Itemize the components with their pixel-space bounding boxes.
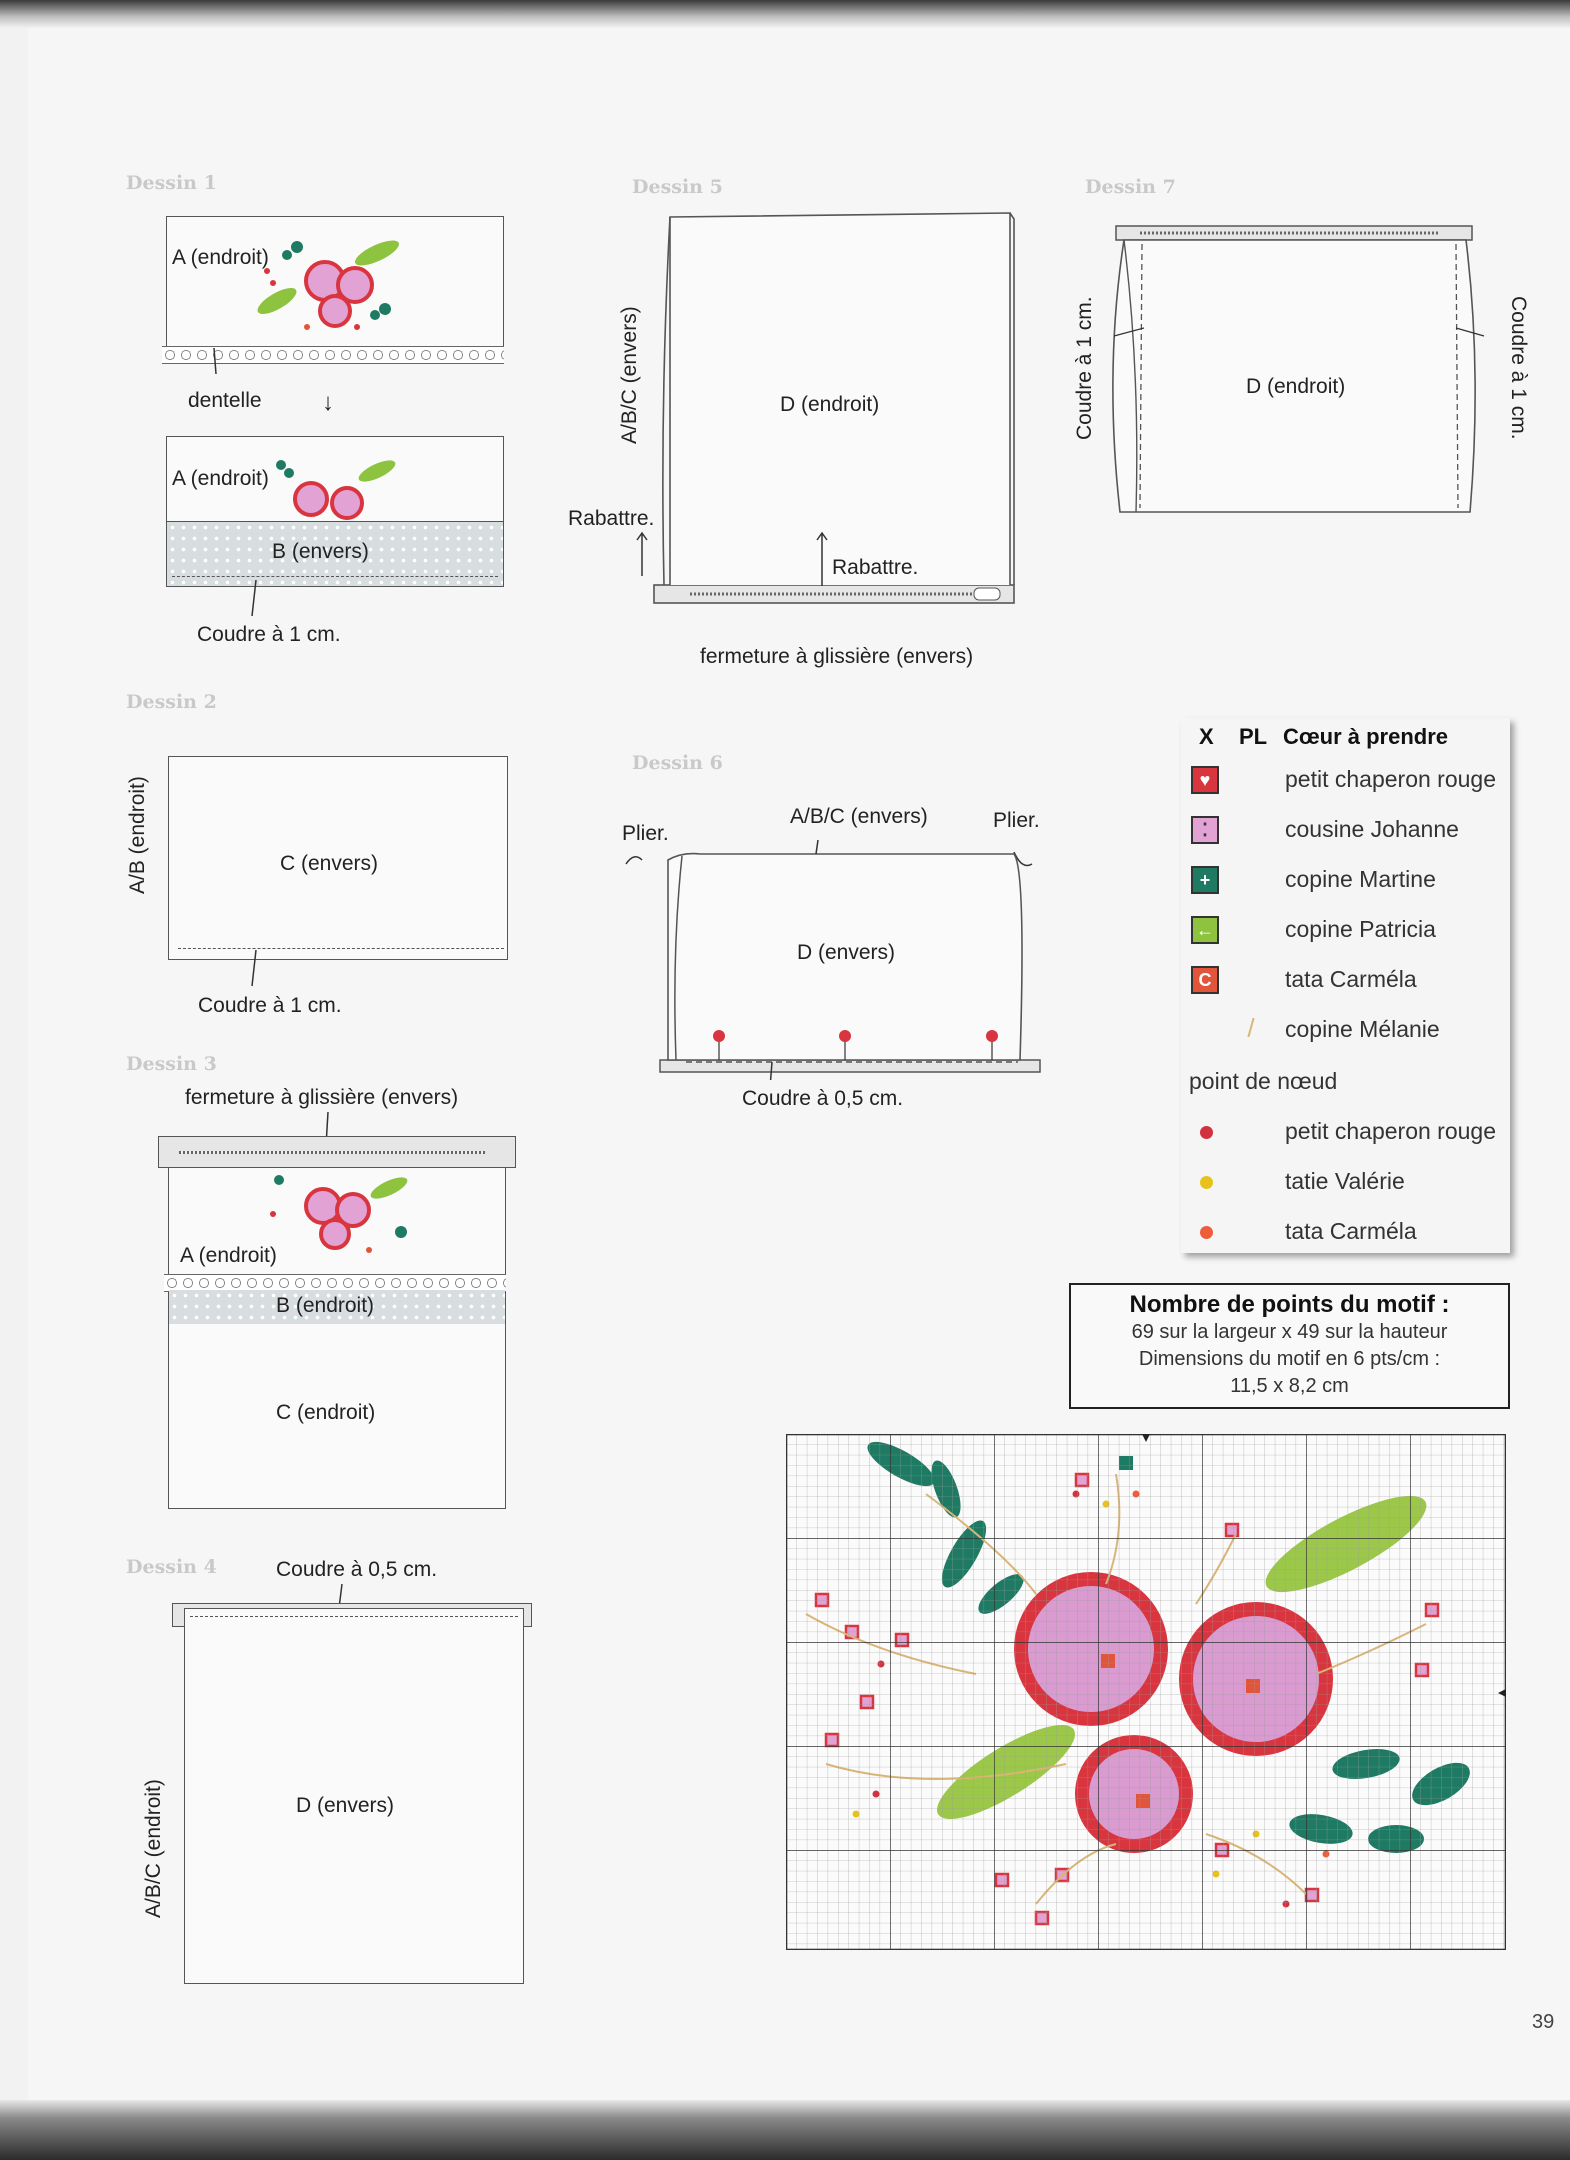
- dessin-7-d-label: D (endroit): [1246, 375, 1346, 398]
- points-info-box: [1069, 1283, 1510, 1409]
- dessin-5-title: Dessin 5: [632, 176, 723, 198]
- dessin-3-a-label: A (endroit): [180, 1244, 277, 1267]
- dessin-5-fermeture-label: fermeture à glissière (envers): [700, 645, 974, 668]
- dessin-5-arrow-up-icon-2: [812, 530, 832, 590]
- page-number: 39: [1532, 2011, 1555, 2033]
- dessin-1-arrow-down-icon: ↓: [322, 389, 334, 416]
- dessin-7-coudre-right: Coudre à 1 cm.: [1507, 296, 1530, 440]
- dessin-5-rabattre-right: Rabattre.: [832, 556, 919, 579]
- dessin-2-leader: [246, 950, 266, 990]
- dessin-5-rabattre-left: Rabattre.: [568, 507, 655, 530]
- legend-knot-name: tatie Valérie: [1285, 1168, 1405, 1194]
- dessin-1-coudre-label: Coudre à 1 cm.: [197, 623, 341, 646]
- dessin-2-coudre-label: Coudre à 1 cm.: [198, 994, 342, 1017]
- dessin-5-arrow-up-icon: [632, 530, 652, 580]
- legend-row: [1181, 760, 1510, 800]
- legend-knot-row: [1181, 1112, 1510, 1152]
- dessin-5-d-label: D (endroit): [780, 393, 880, 416]
- legend-row: [1181, 1010, 1510, 1050]
- legend-knot-row: [1181, 1212, 1510, 1252]
- knot-dot-icon: [1200, 1226, 1213, 1239]
- scan-edge-bottom: [0, 2100, 1570, 2160]
- heart-icon: ♥: [1191, 766, 1219, 794]
- dessin-4-abc-label: A/B/C (endroit): [142, 1779, 165, 1918]
- dots-icon: ⁚: [1191, 816, 1219, 844]
- scan-edge-top: [0, 0, 1570, 28]
- dessin-1-a-label: A (endroit): [172, 246, 269, 269]
- flower-motif-icon: [259, 1170, 419, 1262]
- dessin-1-panel-top: [166, 216, 504, 348]
- dessin-3-panel: [168, 1168, 506, 1509]
- dessin-3-c-label: C (endroit): [276, 1401, 376, 1424]
- dessin-1-seam: [172, 576, 498, 577]
- dessin-1-dentelle-label: dentelle: [188, 389, 262, 412]
- dessin-7-coudre-left: Coudre à 1 cm.: [1073, 296, 1096, 440]
- legend-name: petit chaperon rouge: [1285, 766, 1496, 792]
- legend-name: tata Carméla: [1285, 966, 1417, 992]
- dessin-6-plier-left: Plier.: [622, 822, 669, 845]
- dessin-3-fermeture-label: fermeture à glissière (envers): [185, 1086, 459, 1109]
- dessin-4-d-label: D (envers): [296, 1794, 395, 1817]
- legend-col-x: X: [1199, 724, 1214, 749]
- arrow-left-icon: ←: [1191, 916, 1219, 944]
- points-line-3: 11,5 x 8,2 cm: [1230, 1375, 1349, 1397]
- dessin-1-title: Dessin 1: [126, 172, 217, 194]
- legend-knot-name: petit chaperon rouge: [1285, 1118, 1496, 1144]
- legend-col-pl: PL: [1239, 724, 1268, 749]
- dessin-5-abc-label: A/B/C (envers): [618, 306, 641, 444]
- cross-stitch-chart: [786, 1434, 1506, 1950]
- points-heading: Nombre de points du motif :: [1129, 1291, 1450, 1318]
- legend-col-name: Cœur à prendre: [1283, 724, 1449, 749]
- legend-row: [1181, 960, 1510, 1000]
- legend-name: copine Patricia: [1285, 916, 1436, 942]
- knot-dot-icon: [1200, 1176, 1213, 1189]
- points-line-1: 69 sur la largeur x 49 sur la hauteur: [1131, 1321, 1448, 1343]
- legend-name: cousine Johanne: [1285, 816, 1459, 842]
- dessin-6-coudre-label: Coudre à 0,5 cm.: [742, 1087, 904, 1110]
- legend-name: copine Mélanie: [1285, 1016, 1440, 1042]
- flower-motif-icon: [267, 451, 397, 521]
- dessin-4-seam: [190, 1616, 518, 1617]
- plus-icon: +: [1191, 866, 1219, 894]
- dessin-2-seam: [178, 948, 504, 949]
- dessin-7-bag: [1100, 220, 1490, 520]
- dessin-1-a-label-2: A (endroit): [172, 467, 269, 490]
- legend-name: copine Martine: [1285, 866, 1436, 892]
- dessin-6-plier-right: Plier.: [993, 809, 1040, 832]
- legend-row: [1181, 810, 1510, 850]
- dessin-6-d-label: D (envers): [797, 941, 896, 964]
- dessin-4-coudre-label: Coudre à 0,5 cm.: [276, 1558, 438, 1581]
- dessin-3-zipper: [158, 1136, 516, 1168]
- legend-knot-header: point de nœud: [1189, 1068, 1338, 1094]
- dessin-2-title: Dessin 2: [126, 691, 217, 713]
- legend-row: [1181, 910, 1510, 950]
- dessin-3-title: Dessin 3: [126, 1053, 217, 1075]
- legend-knot-name: tata Carméla: [1285, 1218, 1417, 1244]
- legend: [1181, 718, 1510, 1253]
- dessin-4-title: Dessin 4: [126, 1556, 217, 1578]
- backstitch-icon: /: [1247, 1013, 1255, 1043]
- dessin-1-leader-2: [246, 580, 266, 620]
- dessin-1-b-label: B (envers): [272, 540, 369, 563]
- c-letter-icon: C: [1191, 966, 1219, 994]
- dessin-6-title: Dessin 6: [632, 752, 723, 774]
- knot-dot-icon: [1200, 1126, 1213, 1139]
- dessin-7-title: Dessin 7: [1085, 176, 1176, 198]
- dessin-6-abc-label: A/B/C (envers): [790, 805, 928, 828]
- dessin-2-c-label: C (envers): [280, 852, 379, 875]
- legend-row: [1181, 860, 1510, 900]
- flower-motif-icon: [247, 231, 407, 341]
- dessin-1-leader: [200, 346, 220, 376]
- dessin-3-b-label: B (endroit): [276, 1294, 375, 1317]
- legend-knot-row: [1181, 1162, 1510, 1202]
- points-line-2: Dimensions du motif en 6 pts/cm :: [1138, 1348, 1441, 1370]
- dessin-2-ab-label: A/B (endroit): [126, 776, 149, 894]
